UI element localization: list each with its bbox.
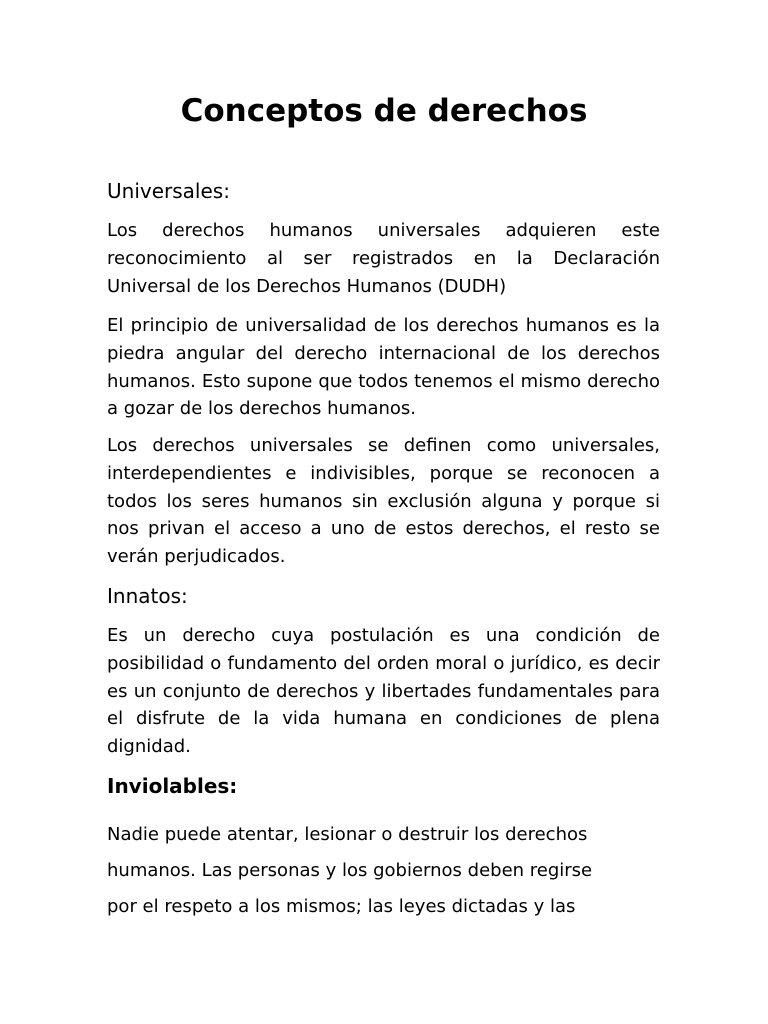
paragraph-line: Nadie puede atentar, lesionar o destruir los derechos: [107, 824, 588, 845]
paragraph-universales-3: Los derechos universales se definen como universales, interdependientes e indivisibles, porque se reconocen a todos los seres humanos sin exclusión alguna y porque si nos privan el acceso a uno de estos derechos, el resto se verán perjudicados.: [107, 435, 660, 568]
section-inviolables: [107, 772, 660, 800]
section-heading-universales: Universales:: [107, 179, 230, 203]
paragraph-line: por el respeto a los mismos; las leyes dictadas y las: [107, 896, 576, 917]
section-heading-inviolables: Inviolables:: [107, 774, 238, 798]
section-heading-innatos: Innatos:: [107, 584, 188, 608]
section-innatos: [107, 582, 660, 610]
paragraph-line: humanos. Las personas y los gobiernos deben regirse: [107, 860, 593, 881]
paragraph-universales-1: Los derechos humanos universales adquieren este reconocimiento al ser registrados en la Declaración Universal de los Derechos Humanos (DUDH): [107, 220, 660, 297]
paragraph-innatos-1: Es un derecho cuya postulación es una condición de posibilidad o fundamento del orden moral o jurídico, es decir es un conjunto de derechos y libertades fundamentales para el disfrute de la vida humana en condiciones de plena dignidad.: [107, 625, 660, 758]
section-universales: [107, 177, 660, 205]
document-title: Conceptos de derechos: [180, 93, 588, 129]
paragraph-universales-2: El principio de universalidad de los derechos humanos es la piedra angular del derecho internacional de los derechos humanos. Esto supone que todos tenemos el mismo derecho a gozar de los derechos humanos.: [107, 315, 660, 420]
paragraph-inviolables-1: [107, 817, 660, 925]
